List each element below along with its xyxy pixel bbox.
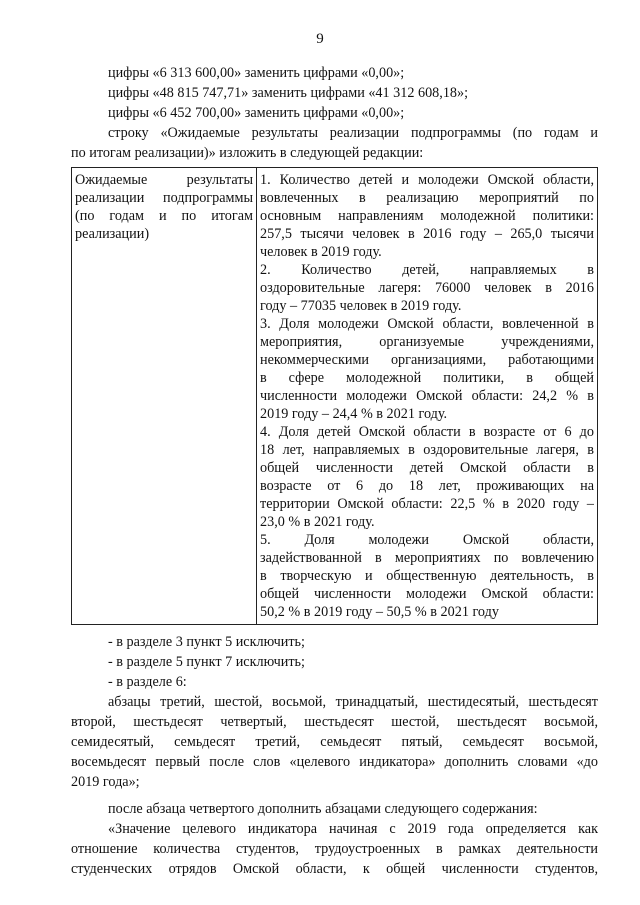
item-line: в сфере молодежной политики, в общей <box>260 370 594 386</box>
body-line: 2019 года»; <box>71 774 140 790</box>
intro-line: цифры «6 313 600,00» заменить цифрами «0,00»; <box>108 65 405 81</box>
intro-line: цифры «48 815 747,71» заменить цифрами «41 312 608,18»; <box>108 85 469 101</box>
body-line: студенческих отрядов Омской области, к общей численности студентов, <box>71 861 598 877</box>
item-line: основным направлениям молодежной политики: <box>260 208 594 224</box>
item-line: в творческую и общественную деятельность, в <box>260 568 594 584</box>
body-line: отношение количества студентов, трудоустроенных в рамках деятельности <box>71 841 598 857</box>
item-line: территории Омской области: 22,5 % в 2020 году – <box>260 496 594 512</box>
intro-line: строку «Ожидаемые результаты реализации подпрограммы (по годам и <box>108 125 598 141</box>
results-table <box>71 167 598 625</box>
label-line: реализации подпрограммы <box>75 190 253 206</box>
item-line: 2. Количество детей, направляемых в <box>260 262 594 278</box>
item-line: 4. Доля детей Омской области в возрасте от 6 до <box>260 424 594 440</box>
body-line: после абзаца четвертого дополнить абзацами следующего содержания: <box>108 801 538 817</box>
item-line: человек в 2019 году. <box>260 244 382 260</box>
body-line: «Значение целевого индикатора начиная с 2019 года определяется как <box>108 821 598 837</box>
label-line: реализации) <box>75 226 150 242</box>
item-line: задействованной в мероприятиях по вовлечению <box>260 550 594 566</box>
item-line: 5. Доля молодежи Омской области, <box>260 532 594 548</box>
item-line: 2019 году – 24,4 % в 2021 году. <box>260 406 448 422</box>
item-line: 1. Количество детей и молодежи Омской области, <box>260 172 594 188</box>
item-line: 257,5 тысячи человек в 2016 году – 265,0 тысячи <box>260 226 594 242</box>
item-line: оздоровительные лагеря: 76000 человек в 2016 <box>260 280 594 296</box>
result-item-2 <box>260 261 594 315</box>
result-item-1 <box>260 171 594 261</box>
item-line: численности молодежи Омской области: 24,2 % в <box>260 388 594 404</box>
body-line: - в разделе 5 пункт 7 исключить; <box>108 654 305 670</box>
item-line: возрасте от 6 до 18 лет, проживающих на <box>260 478 594 494</box>
body-line: восемьдесят первый после слов «целевого индикатора» дополнить словами «до <box>71 754 598 770</box>
result-item-4 <box>260 423 594 531</box>
label-line: Ожидаемые результаты <box>75 172 253 188</box>
item-line: общей численности детей Омской области в <box>260 460 594 476</box>
body-line: второй, шестьдесят четвертый, шестьдесят шестой, шестьдесят восьмой, <box>71 714 598 730</box>
item-line: общей численности молодежи Омской области: <box>260 586 594 602</box>
item-line: мероприятия, организуемые учреждениями, <box>260 334 594 350</box>
body-line: семидесятый, семьдесят третий, семьдесят пятый, семьдесят восьмой, <box>71 734 598 750</box>
item-line: некоммерческими организациями, работающими <box>260 352 594 368</box>
item-line: 3. Доля молодежи Омской области, вовлеченной в <box>260 316 594 332</box>
intro-line: по итогам реализации)» изложить в следующей редакции: <box>71 145 424 161</box>
item-line: 50,2 % в 2019 году – 50,5 % в 2021 году <box>260 604 499 620</box>
item-line: 18 лет, направляемых в оздоровительные лагеря, в <box>260 442 594 458</box>
table-label-cell <box>72 168 257 625</box>
table-value-cell <box>257 168 598 625</box>
result-item-3 <box>260 315 594 423</box>
body-line: - в разделе 3 пункт 5 исключить; <box>108 634 305 650</box>
intro-line: цифры «6 452 700,00» заменить цифрами «0,00»; <box>108 105 405 121</box>
item-line: году – 77035 человек в 2019 году. <box>260 298 462 314</box>
item-line: 23,0 % в 2021 году. <box>260 514 375 530</box>
page-number: 9 <box>316 31 324 47</box>
item-line: вовлеченных в реализацию мероприятий по <box>260 190 594 206</box>
body-line: - в разделе 6: <box>108 674 187 690</box>
body-line: абзацы третий, шестой, восьмой, тринадцатый, шестидесятый, шестьдесят <box>108 694 598 710</box>
result-item-5 <box>260 531 594 621</box>
label-line: (по годам и по итогам <box>75 208 253 224</box>
